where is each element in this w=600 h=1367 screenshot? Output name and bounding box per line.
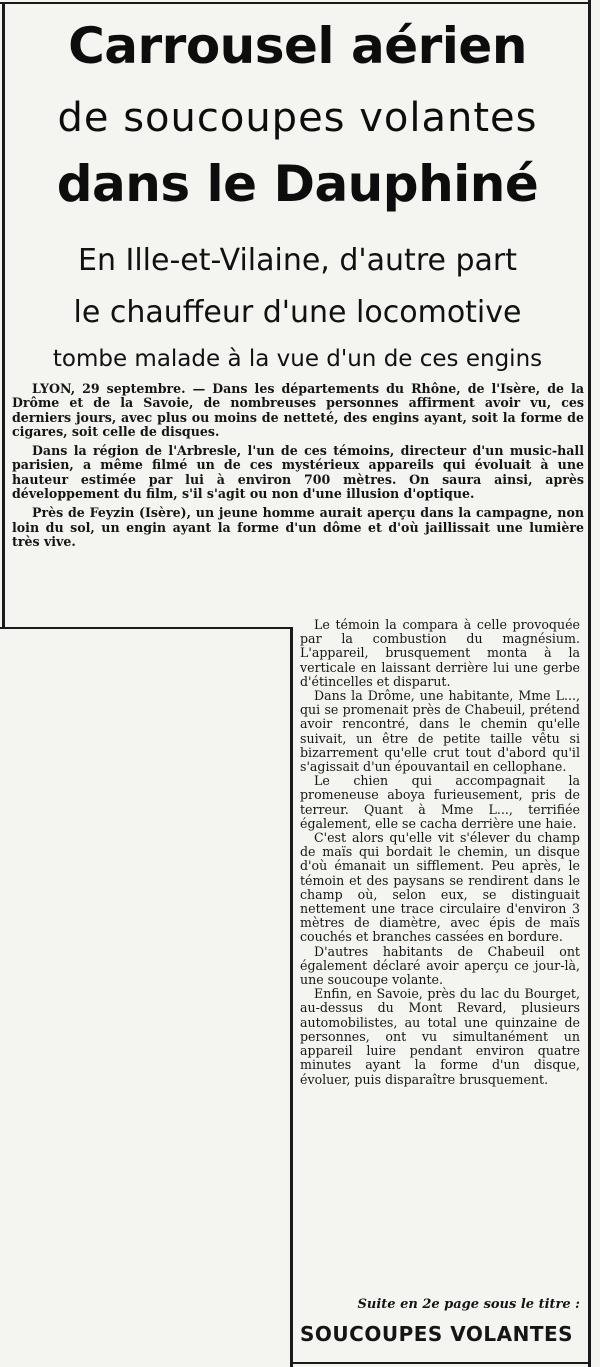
headline-line-1: Carrousel aérien <box>68 17 527 75</box>
body-paragraph: LYON, 29 septembre. — Dans les départements du Rhône, de l'Isère, de la Drôme et de la Savoie, de nombreuses personnes affirment avoir vu, ces derniers jours, avec plus ou moins de netteté, des engins ayant, soit la forme de cigares, soit celle de disques. <box>12 381 584 439</box>
body-paragraph: Enfin, en Savoie, près du lac du Bourget, au-dessus du Mont Revard, plusieurs automobilistes, au total une quinzaine de personnes, ont vu simultanément un appareil luire pendant environ quatre minutes ayant la forme d'un disque, évoluer, puis disparaître brusquement. <box>300 986 580 1087</box>
left-border-rule <box>2 2 5 627</box>
bottom-border-rule <box>290 1362 591 1364</box>
body-paragraph: Dans la région de l'Arbresle, l'un de ces témoins, directeur d'un music-hall parisien, a même filmé un de ces mystérieux appareils qui évoluait à une hauteur estimée par lui à environ 700 mètres. On saura ainsi, après développement du film, s'il s'agit ou non d'une illusion d'optique. <box>12 443 584 502</box>
body-paragraph: Le chien qui accompagnait la promeneuse aboya furieusement, pris de terreur. Quant à Mme L..., terrifiée également, elle se cacha derrière une haie. <box>300 773 580 831</box>
headline-line-3: dans le Dauphiné <box>56 155 539 213</box>
subheadline-line-3: tombe malade à la vue d'un de ces engins <box>52 346 543 372</box>
article-column <box>300 618 580 1087</box>
continuation-title: SOUCOUPES VOLANTES <box>300 1322 574 1346</box>
body-paragraph: D'autres habitants de Chabeuil ont également déclaré avoir aperçu ce jour-là, une soucoupe volante. <box>300 943 580 988</box>
body-paragraph: Le témoin la compara à celle provoquée par la combustion du magnésium. L'appareil, brusquement monta à la verticale en laissant derrière lui une gerbe d'étincelles et disparut. <box>300 617 580 689</box>
body-paragraph: Près de Feyzin (Isère), un jeune homme aurait aperçu dans la campagne, non loin du sol, un engin ayant la forme d'un dôme et d'où jaillissait une lumière très vive. <box>12 505 584 549</box>
body-paragraph: C'est alors qu'elle vit s'élever du champ de maïs qui bordait le chemin, un disque d'où émanait un sifflement. Peu après, le témoin et des paysans se rendirent dans le champ où, selon eux, se distinguait nettement une trace circulaire d'environ 3 mètres de diamètre, avec épis de maïs couchés et branches cassées en bordure. <box>300 830 580 945</box>
subheadline-line-1: En Ille-et-Vilaine, d'autre part <box>77 243 518 278</box>
column-inset-left-rule <box>290 628 293 1367</box>
right-border-rule <box>588 0 591 1367</box>
top-border-rule <box>0 2 591 4</box>
continuation-note: Suite en 2e page sous le titre : <box>357 1297 580 1312</box>
body-paragraph: Dans la Drôme, une habitante, Mme L..., qui se promenait près de Chabeuil, prétend avoir rencontré, dans le chemin qu'elle suivait, un être de petite taille vêtu si bizarrement qu'elle crut tout d'abord qu'il s'agissait d'un épouvantail en cellophane. <box>300 688 580 775</box>
lead-paragraphs <box>12 382 584 554</box>
headline-line-2: de soucoupes volantes <box>57 95 538 141</box>
subheadline-line-2: le chauffeur d'une locomotive <box>73 295 522 330</box>
column-inset-top-rule <box>0 627 293 629</box>
